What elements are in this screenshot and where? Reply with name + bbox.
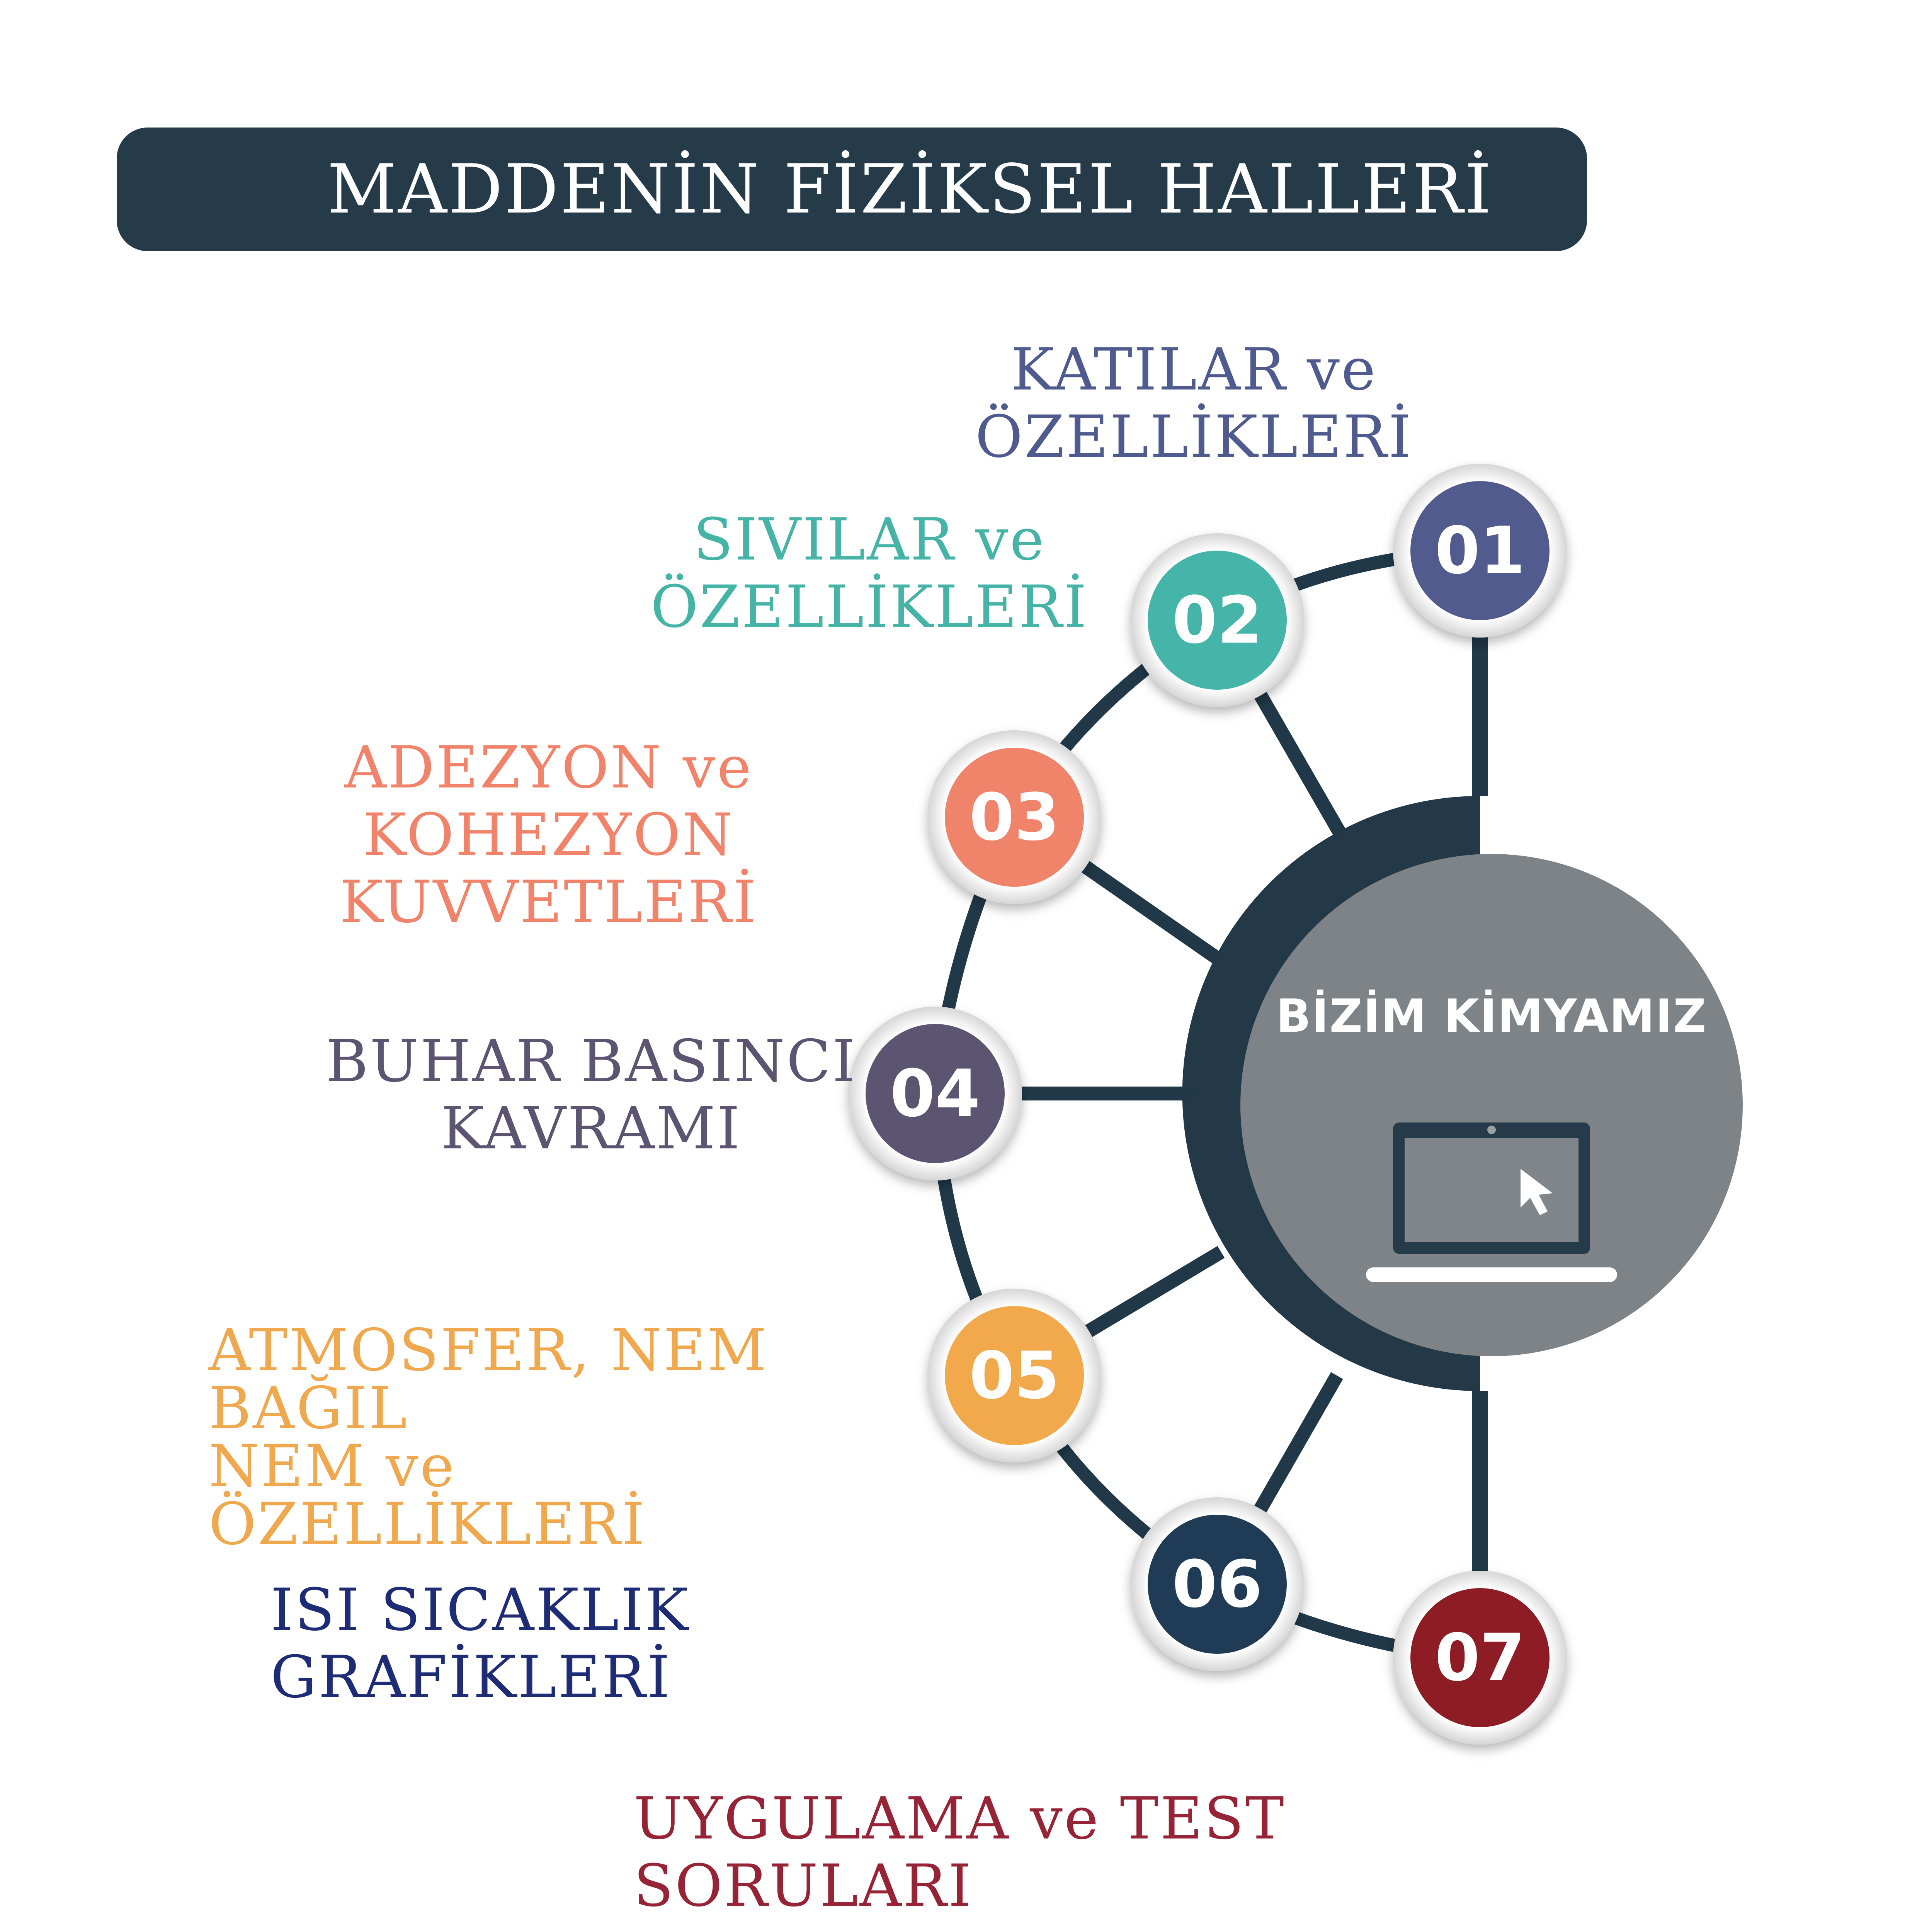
topic-label-07 [634,1785,1515,1920]
topic-node-04 [848,1007,1022,1180]
topic-04-line-2: KAVRAMI [441,1095,742,1162]
topic-04-line-1: BUHAR BASINCI [325,1028,857,1095]
topic-node-05 [927,1289,1101,1463]
topic-05-line-1: ATMOSFER, NEM BAĞIL [209,1317,768,1442]
topic-node-01 [1393,464,1567,638]
topic-label-06 [270,1577,1074,1711]
topic-node-number: 04 [890,1056,980,1131]
topic-02-line-1: SIVILAR ve [693,506,1046,573]
page-title: MADDENİN FİZİKSEL HALLERİ [327,150,1493,229]
topic-07-line-1: UYGULAMA ve TEST SORULARI [634,1785,1286,1920]
topic-label-03 [185,734,912,936]
topic-node-number: 05 [969,1338,1060,1413]
hub-label: BİZİM KİMYAMIZ [1276,989,1707,1043]
topic-node-number: 06 [1172,1546,1262,1622]
topic-01-line-2: ÖZELLİKLERİ [975,403,1413,471]
topic-node-number: 07 [1435,1620,1525,1696]
topic-label-02 [649,506,1090,641]
topic-node-02 [1130,533,1304,707]
topic-01-line-1: KATILAR ve [1011,336,1377,403]
topic-label-04 [325,1028,858,1162]
topic-label-01 [966,336,1422,471]
topic-03-line-2: KUVVETLERİ [340,869,758,936]
topic-node-number: 01 [1435,513,1525,588]
topic-node-06 [1130,1497,1304,1671]
topic-node-07 [1393,1571,1567,1745]
topic-02-line-2: ÖZELLİKLERİ [650,573,1089,641]
topic-node-03 [927,730,1101,904]
topic-node-number: 02 [1172,582,1262,658]
topic-06-line-1: ISI SICAKLIK GRAFİKLERİ [270,1577,690,1711]
topic-03-line-1: ADEZYON ve KOHEZYON [344,734,753,869]
topic-05-line-2: NEM ve ÖZELLİKLERİ [209,1433,646,1558]
topic-label-05 [209,1317,912,1558]
topic-node-number: 03 [969,779,1060,855]
